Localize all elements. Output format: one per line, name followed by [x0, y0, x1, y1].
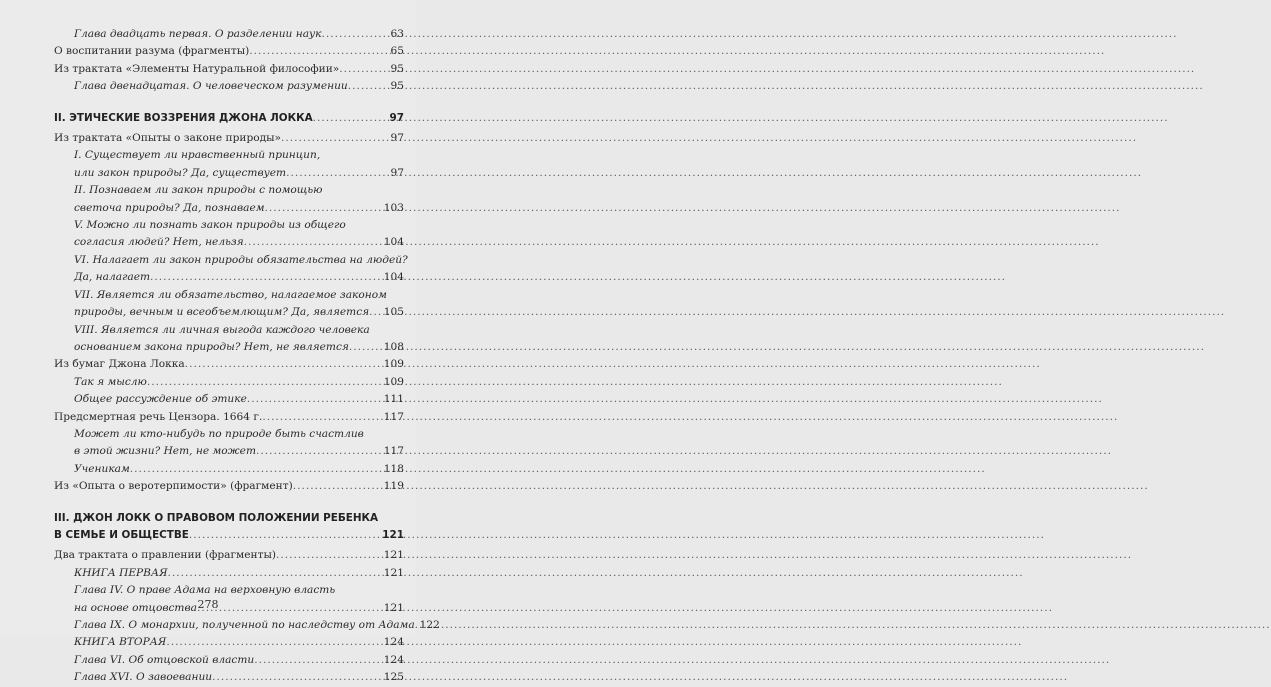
toc-entry[interactable] [54, 252, 408, 287]
page-ref: 121 [383, 601, 404, 614]
leader-dots [185, 356, 383, 373]
entry-title: Предсмертная речь Цензора. 1664 г. [54, 410, 263, 423]
page-ref: 63 [390, 28, 404, 40]
toc-entry-line [74, 582, 404, 599]
page-ref: 118 [383, 462, 404, 475]
toc-entry-row [54, 478, 404, 495]
leader-dots [254, 652, 383, 669]
toc-entry[interactable] [54, 426, 404, 461]
leader-dots [286, 165, 389, 182]
page-ref: 105 [383, 306, 404, 319]
toc-entry-line [74, 287, 404, 304]
entry-title: V. Можно ли познать закон природы из общего [74, 219, 346, 232]
toc-entry-row [54, 547, 404, 564]
toc-entry-row [54, 43, 404, 60]
toc-section-heading[interactable] [54, 510, 404, 545]
entry-title: Два трактата о правлении (фрагменты) [54, 549, 277, 562]
section-title: II. ЭТИЧЕСКИЕ ВОЗЗРЕНИЯ ДЖОНА ЛОККА [54, 111, 313, 124]
page-ref: 103 [383, 201, 404, 214]
leader-dots [276, 547, 383, 564]
entry-title: Общее рассуждение об этике [74, 393, 247, 406]
toc-entry[interactable] [54, 461, 404, 478]
entry-title: основанием закона природы? Нет, не является [74, 340, 349, 353]
leader-dots [256, 443, 383, 460]
toc-entry-line [74, 182, 404, 199]
toc-entry[interactable] [54, 182, 404, 217]
page-number: 278 [197, 598, 219, 611]
entry-title: Глава двенадцатая. О человеческом разумении [74, 80, 348, 93]
section-gap [54, 496, 404, 510]
toc-entry[interactable] [54, 374, 404, 391]
page-ref: 121 [383, 566, 404, 579]
page-ref: 97 [389, 111, 404, 124]
entry-title: в этой жизни? Нет, не может [74, 445, 256, 458]
toc-entry-row [74, 565, 404, 582]
leader-dots [150, 269, 383, 286]
toc-entry[interactable] [54, 565, 404, 582]
toc-entry[interactable] [54, 43, 404, 60]
toc-entry-row [74, 165, 404, 182]
section-heading-row [54, 110, 404, 127]
toc-entry-row [74, 669, 404, 686]
toc-entry[interactable] [54, 652, 404, 669]
toc-entry-row [74, 78, 404, 95]
toc-entry[interactable] [54, 130, 404, 147]
toc-entry[interactable] [54, 26, 404, 43]
toc-entry-row [74, 634, 404, 651]
section-heading-line: III. ДЖОН ЛОКК О ПРАВОВОМ ПОЛОЖЕНИИ РЕБЕНКА [54, 511, 379, 524]
entry-title: Ученикам [74, 462, 130, 475]
toc-entry-row [74, 234, 404, 251]
entry-title: О воспитании разума (фрагменты) [54, 45, 250, 58]
toc-entry[interactable] [54, 78, 404, 95]
page-ref: 95 [390, 62, 404, 75]
leader-dots [168, 565, 383, 582]
toc-entry-row [74, 374, 404, 391]
toc-entry-line [74, 217, 404, 234]
entry-title: согласия людей? Нет, нельзя [74, 236, 244, 249]
section-gap [54, 96, 404, 110]
toc-entry[interactable] [54, 287, 404, 322]
page-ref: 121 [383, 549, 404, 562]
toc-entry-row [74, 200, 404, 217]
toc-entry-row [54, 130, 404, 147]
toc-entry-row [74, 443, 404, 460]
entry-title: Из трактата «Элементы Натуральной философии» [54, 62, 340, 75]
entry-title: Глава двадцать первая. О разделении наук [74, 28, 322, 40]
toc-entry[interactable] [54, 409, 404, 426]
page-ref: 109 [383, 375, 404, 388]
entry-title: Из трактата «Опыты о законе природы» [54, 132, 282, 145]
entry-title: Так я мыслю [74, 375, 147, 388]
toc-entry[interactable] [54, 147, 404, 182]
toc-entry[interactable] [54, 634, 404, 651]
toc-entry-row [74, 652, 404, 669]
leader-dots [262, 409, 382, 426]
leader-dots [281, 130, 389, 147]
entry-title: Да, налагает [74, 271, 151, 284]
leader-dots [212, 669, 383, 686]
leader-dots [249, 43, 389, 60]
page-ref: 117 [383, 410, 404, 423]
entry-title: КНИГА ПЕРВАЯ [74, 566, 168, 579]
section-title: В СЕМЬЕ И ОБЩЕСТВЕ [54, 528, 189, 541]
entry-title: светоча природы? Да, познаваем [74, 201, 265, 214]
toc-entry[interactable] [54, 322, 404, 357]
leader-dots [349, 339, 383, 356]
entry-title: Может ли кто-нибудь по природе быть счастлив [74, 427, 364, 440]
page-ref: 97 [390, 166, 404, 179]
leader-dots [313, 110, 389, 127]
page-ref: 124 [383, 636, 404, 649]
leader-dots [293, 478, 383, 495]
leader-dots [147, 374, 383, 391]
entry-title: Из «Опыта о веротерпимости» (фрагмент) [54, 480, 293, 493]
toc-entry-row [74, 617, 440, 634]
page-ref: 117 [383, 445, 404, 458]
entry-title: или закон природы? Да, существует [74, 166, 287, 179]
toc-entry-line [74, 426, 404, 443]
page-ref: 122 [419, 619, 440, 631]
entry-title: VIII. Является ли личная выгода каждого человека [74, 323, 370, 336]
page-ref: 65 [390, 45, 404, 58]
entry-title: Глава VI. Об отцовской власти [74, 653, 255, 666]
toc-entry[interactable] [54, 391, 404, 408]
page-ref: 104 [383, 236, 404, 249]
page-ref: 109 [383, 358, 404, 371]
page-ref: 121 [382, 528, 404, 541]
entry-title: VII. Является ли обязательство, налагаемое законом [74, 288, 387, 301]
leader-dots [244, 234, 383, 251]
toc-entry-line [74, 252, 408, 269]
toc-entry[interactable] [54, 617, 440, 634]
entry-title: КНИГА ВТОРАЯ [74, 636, 167, 649]
toc-entry[interactable] [54, 217, 404, 252]
toc-entry-row [74, 339, 404, 356]
page-ref: 97 [390, 132, 404, 145]
toc-section-heading[interactable] [54, 110, 404, 127]
leader-dots [369, 304, 383, 321]
leader-dots [130, 461, 383, 478]
entry-title: Глава XVI. О завоевании [74, 671, 213, 684]
entry-title: VI. Налагает ли закон природы обязательства на людей? [74, 253, 408, 266]
entry-title: Глава IV. О праве Адама на верховную власть [74, 584, 336, 597]
toc-entry-row [74, 26, 404, 43]
toc-entry-row [74, 269, 404, 286]
toc-entry-row [54, 356, 404, 373]
toc-entry-line [74, 322, 404, 339]
leader-dots [189, 527, 381, 544]
entry-title: II. Познаваем ли закон природы с помощью [74, 184, 323, 197]
book-page [0, 0, 440, 684]
page-ref: 119 [383, 480, 404, 493]
toc-entry-line [74, 147, 404, 164]
leader-dots [339, 61, 389, 78]
leader-dots [247, 391, 383, 408]
leader-dots [348, 78, 390, 95]
entry-title: на основе отцовства [74, 601, 197, 614]
page-ref: 104 [383, 271, 404, 284]
leader-dots [265, 200, 383, 217]
toc-entry[interactable] [54, 547, 404, 564]
page-ref: 108 [383, 340, 404, 353]
entry-title: Из бумаг Джона Локка [54, 358, 185, 371]
toc-entry-row [74, 304, 404, 321]
toc-entry[interactable] [54, 669, 404, 686]
toc-entry-row [74, 461, 404, 478]
page-ref: 125 [383, 671, 404, 684]
entry-title: Глава IX. О монархии, полученной по наследству от Адама [74, 619, 415, 631]
toc-entry[interactable] [54, 478, 404, 495]
page-ref: 95 [390, 80, 404, 93]
page-ref: 124 [383, 653, 404, 666]
toc-entry-row [54, 61, 404, 78]
toc-entry[interactable] [54, 356, 404, 373]
entry-title: природы, вечным и всеобъемлющим? Да, является [74, 306, 370, 319]
toc-entry-row [74, 391, 404, 408]
table-of-contents [54, 26, 440, 687]
toc-entry-row [54, 409, 404, 426]
section-heading-row [54, 527, 404, 544]
entry-title: I. Существует ли нравственный принцип, [74, 149, 321, 162]
leader-dots [322, 26, 390, 43]
page-ref: 111 [383, 393, 404, 406]
toc-entry[interactable] [54, 61, 404, 78]
leader-dots [166, 634, 382, 651]
